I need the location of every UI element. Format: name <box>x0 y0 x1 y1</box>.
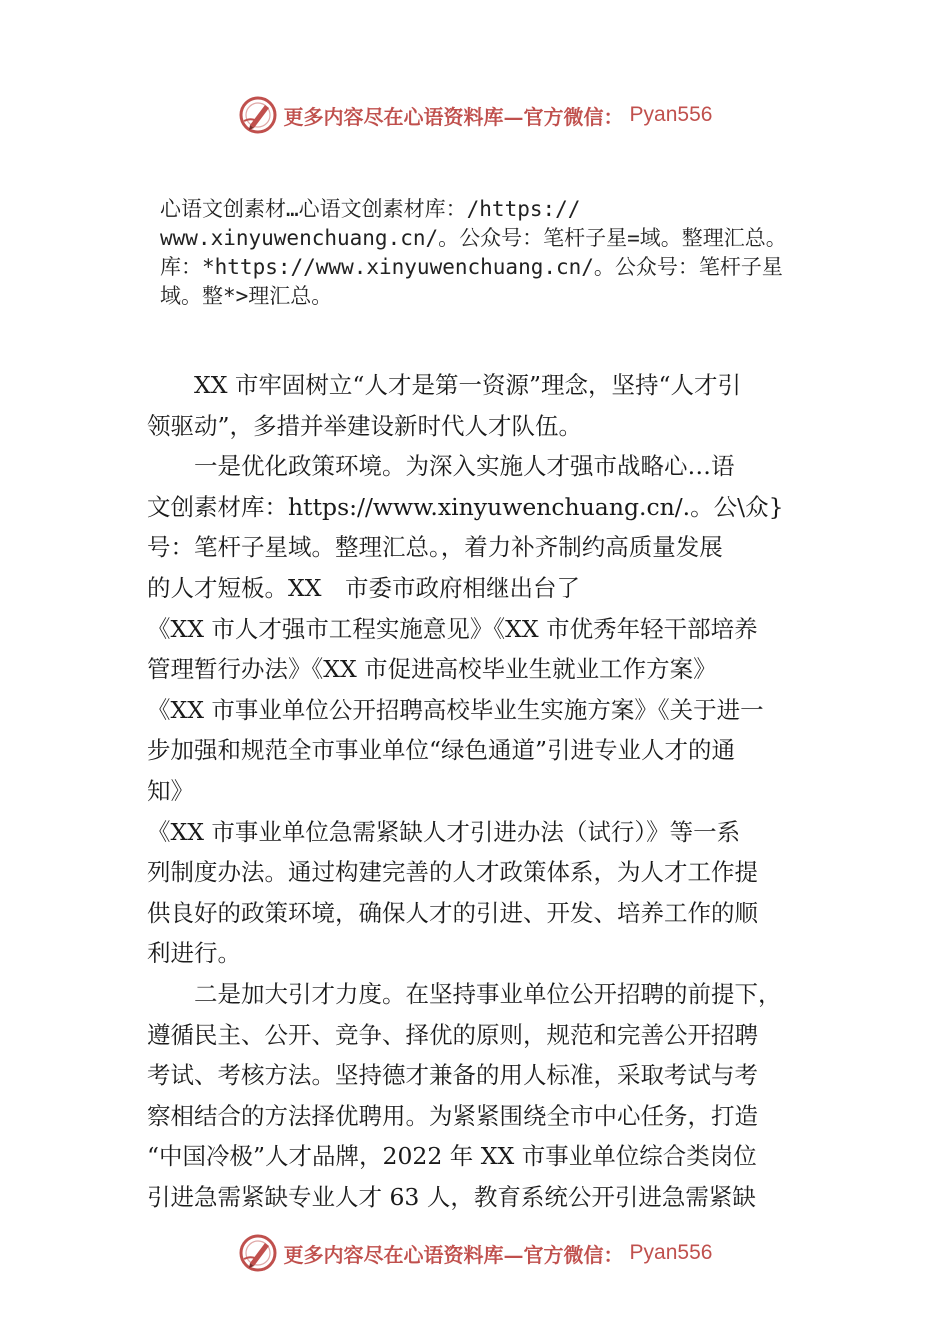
body-line: 《XX 市事业单位急需紧缺人才引进办法（试行）》等一系 <box>147 817 741 846</box>
body-line: 二是加大引才力度。在坚持事业单位公开招聘的前提下， <box>194 979 782 1008</box>
header-banner <box>0 90 950 140</box>
footer-banner <box>0 1228 950 1278</box>
body-line: 文创素材库：https://www.xinyuwenchuang.cn/.。公\众} <box>147 492 784 521</box>
body-line: XX 市牢固树立“人才是第一资源”理念，坚持“人才引 <box>194 371 741 399</box>
body-line: 《XX 市事业单位公开招聘高校毕业生实施方案》《关于进一 <box>147 695 764 724</box>
body-line: 《XX 市人才强市工程实施意见》《XX 市优秀年轻干部培养 <box>147 614 758 643</box>
source-note-line: 心语文创素材…心语文创素材库：/https:// <box>160 197 581 221</box>
body-line: 的人才短板。XX 市委市政府相继出台了 <box>147 573 580 602</box>
banner-wechat-id: Pyan556 <box>629 103 713 126</box>
body-line: 供良好的政策环境，确保人才的引进、开发、培养工作的顺 <box>147 898 758 927</box>
body-line: 考试、考核方法。坚持德才兼备的用人标准，采取考试与考 <box>147 1061 758 1090</box>
source-note-line: www.xinyuwenchuang.cn/。公众号：笔杆子星=域。整理汇总。 <box>160 226 787 250</box>
source-note-line: 库：*https://www.xinyuwenchuang.cn/。公众号：笔杆子星 <box>160 255 783 279</box>
pen-logo-icon <box>238 1233 278 1273</box>
pen-logo-icon <box>238 95 278 135</box>
body-line: 引进急需紧缺专业人才 63 人，教育系统公开引进急需紧缺 <box>147 1182 756 1211</box>
body-line: 知》 <box>147 776 194 805</box>
body-line: 利进行。 <box>147 939 241 968</box>
body-line: 号：笔杆子星域。整理汇总。，着力补齐制约高质量发展 <box>147 533 723 562</box>
body-line: “中国冷极”人才品牌，2022 年 XX 市事业单位综合类岗位 <box>147 1142 757 1171</box>
body-line: 步加强和规范全市事业单位“绿色通道”引进专业人才的通 <box>147 736 736 765</box>
body-line: 领驱动”，多措并举建设新时代人才队伍。 <box>147 411 583 440</box>
body-line: 管理暂行办法》《XX 市促进高校毕业生就业工作方案》 <box>147 655 717 684</box>
body-line: 一是优化政策环境。为深入实施人才强市战略心…语 <box>194 452 735 481</box>
article-body <box>147 365 827 1217</box>
body-line: 察相结合的方法择优聘用。为紧紧围绕全市中心任务，打造 <box>147 1101 758 1130</box>
banner-text: 更多内容尽在心语资料库—官方微信： <box>283 1242 624 1267</box>
source-note <box>160 195 890 311</box>
source-note-line: 域。整*>理汇总。 <box>160 284 333 308</box>
body-line: 遵循民主、公开、竞争、择优的原则，规范和完善公开招聘 <box>147 1020 758 1049</box>
body-line: 列制度办法。通过构建完善的人才政策体系，为人才工作提 <box>147 858 758 887</box>
banner-text: 更多内容尽在心语资料库—官方微信： <box>283 104 624 129</box>
banner-wechat-id: Pyan556 <box>629 1241 713 1264</box>
